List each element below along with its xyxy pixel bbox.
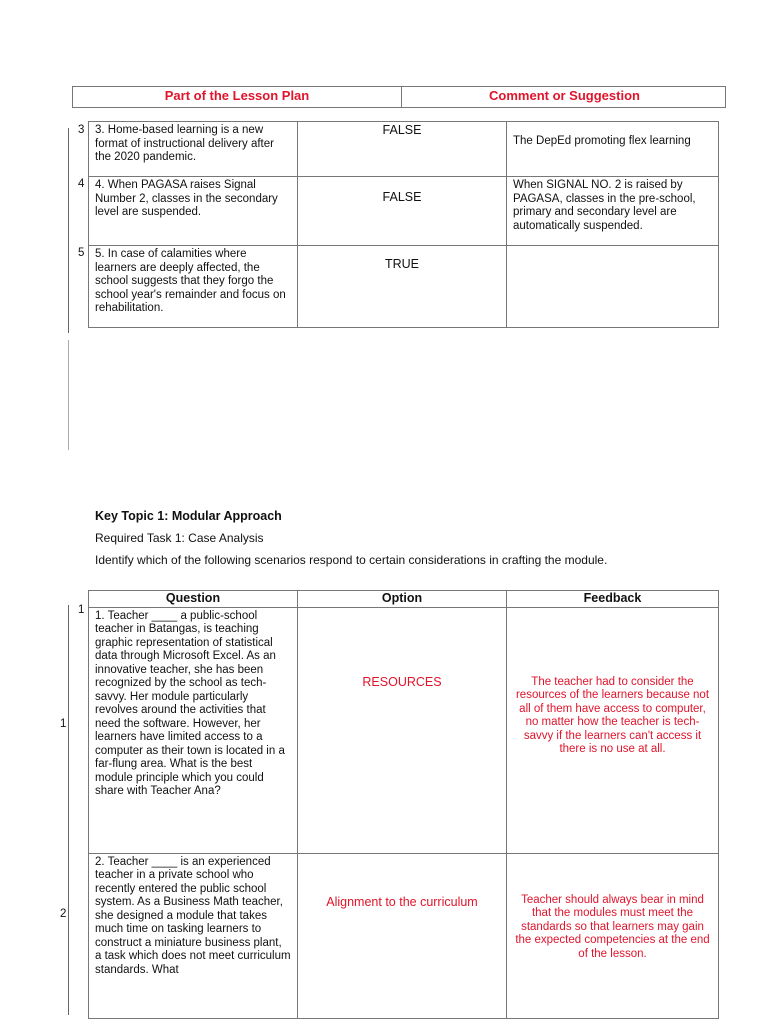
table-row: [89, 177, 719, 246]
lesson-plan-header: [72, 86, 726, 108]
margin-line-upper: [68, 128, 69, 333]
header-comment-or-suggestion: Comment or Suggestion: [489, 88, 640, 103]
table-row: [89, 246, 719, 328]
comment-cell: [507, 246, 719, 328]
statement-cell: 3. Home-based learning is a new format of instructional delivery after the 2020 pandemic.: [89, 122, 298, 177]
margin-line-lower: [68, 605, 69, 1015]
answer-cell: FALSE: [298, 122, 507, 177]
required-task-label: Required Task 1: Case Analysis: [95, 531, 264, 545]
answer-cell: TRUE: [298, 246, 507, 328]
comment-cell: When SIGNAL NO. 2 is raised by PAGASA, classes in the pre-school, primary and secondary level are automatically suspended.: [507, 177, 719, 246]
header-part-of-lesson-plan: Part of the Lesson Plan: [164, 88, 310, 103]
row-number: 5: [78, 247, 85, 259]
table-row: [89, 853, 719, 1018]
side-number: 2: [60, 908, 67, 920]
option-cell: RESOURCES: [298, 607, 507, 853]
question-cell: 2. Teacher ____ is an experienced teacher in a private school who recently entered the public school system. As a Business Math teacher, she designed a module that takes much time on tasking learners to construct a miniature business plant, a task which does not meet curriculum standards. What: [89, 853, 298, 1018]
row-number: 1: [78, 604, 85, 616]
side-number: 1: [60, 718, 67, 730]
comment-cell: The DepEd promoting flex learning: [507, 122, 719, 177]
row-number: 4: [78, 178, 85, 190]
column-header-question: Question: [89, 591, 298, 608]
answer-cell: FALSE: [298, 177, 507, 246]
column-header-feedback: Feedback: [507, 591, 719, 608]
option-cell: Alignment to the curriculum: [298, 853, 507, 1018]
table-row: [89, 607, 719, 853]
column-header-option: Option: [298, 591, 507, 608]
feedback-cell: The teacher had to consider the resources of the learners because not all of them have access to computer, no matter how the teacher is tech-savvy if the learners can't access it there is no use at all.: [507, 607, 719, 853]
feedback-cell: Teacher should always bear in mind that the modules must meet the standards so that learners may gain the expected competencies at the end of the lesson.: [507, 853, 719, 1018]
row-number: 3: [78, 124, 85, 136]
key-topic-title: Key Topic 1: Modular Approach: [95, 509, 282, 523]
true-false-table: [88, 121, 719, 328]
question-cell: 1. Teacher ____ a public-school teacher in Batangas, is teaching graphic representation of statistical data through Microsoft Excel. As an innovative teacher, she has been recognized by the school as tech-savvy. Her module particularly revolves around the activities that need the software. However, her learners have limited access to a computer as their town is located in a far-flung area. What is the best module principle which you could share with Teacher Ana?: [89, 607, 298, 853]
table-header-row: [89, 591, 719, 608]
table-row: [89, 122, 719, 177]
statement-cell: 5. In case of calamities where learners are deeply affected, the school suggests that they forgo the school year's remainder and focus on rehabilitation.: [89, 246, 298, 328]
case-analysis-table: [88, 590, 719, 1019]
statement-cell: 4. When PAGASA raises Signal Number 2, classes in the secondary level are suspended.: [89, 177, 298, 246]
instruction-text: Identify which of the following scenarios respond to certain considerations in crafting the module.: [95, 553, 608, 567]
margin-line-mid: [68, 340, 69, 450]
